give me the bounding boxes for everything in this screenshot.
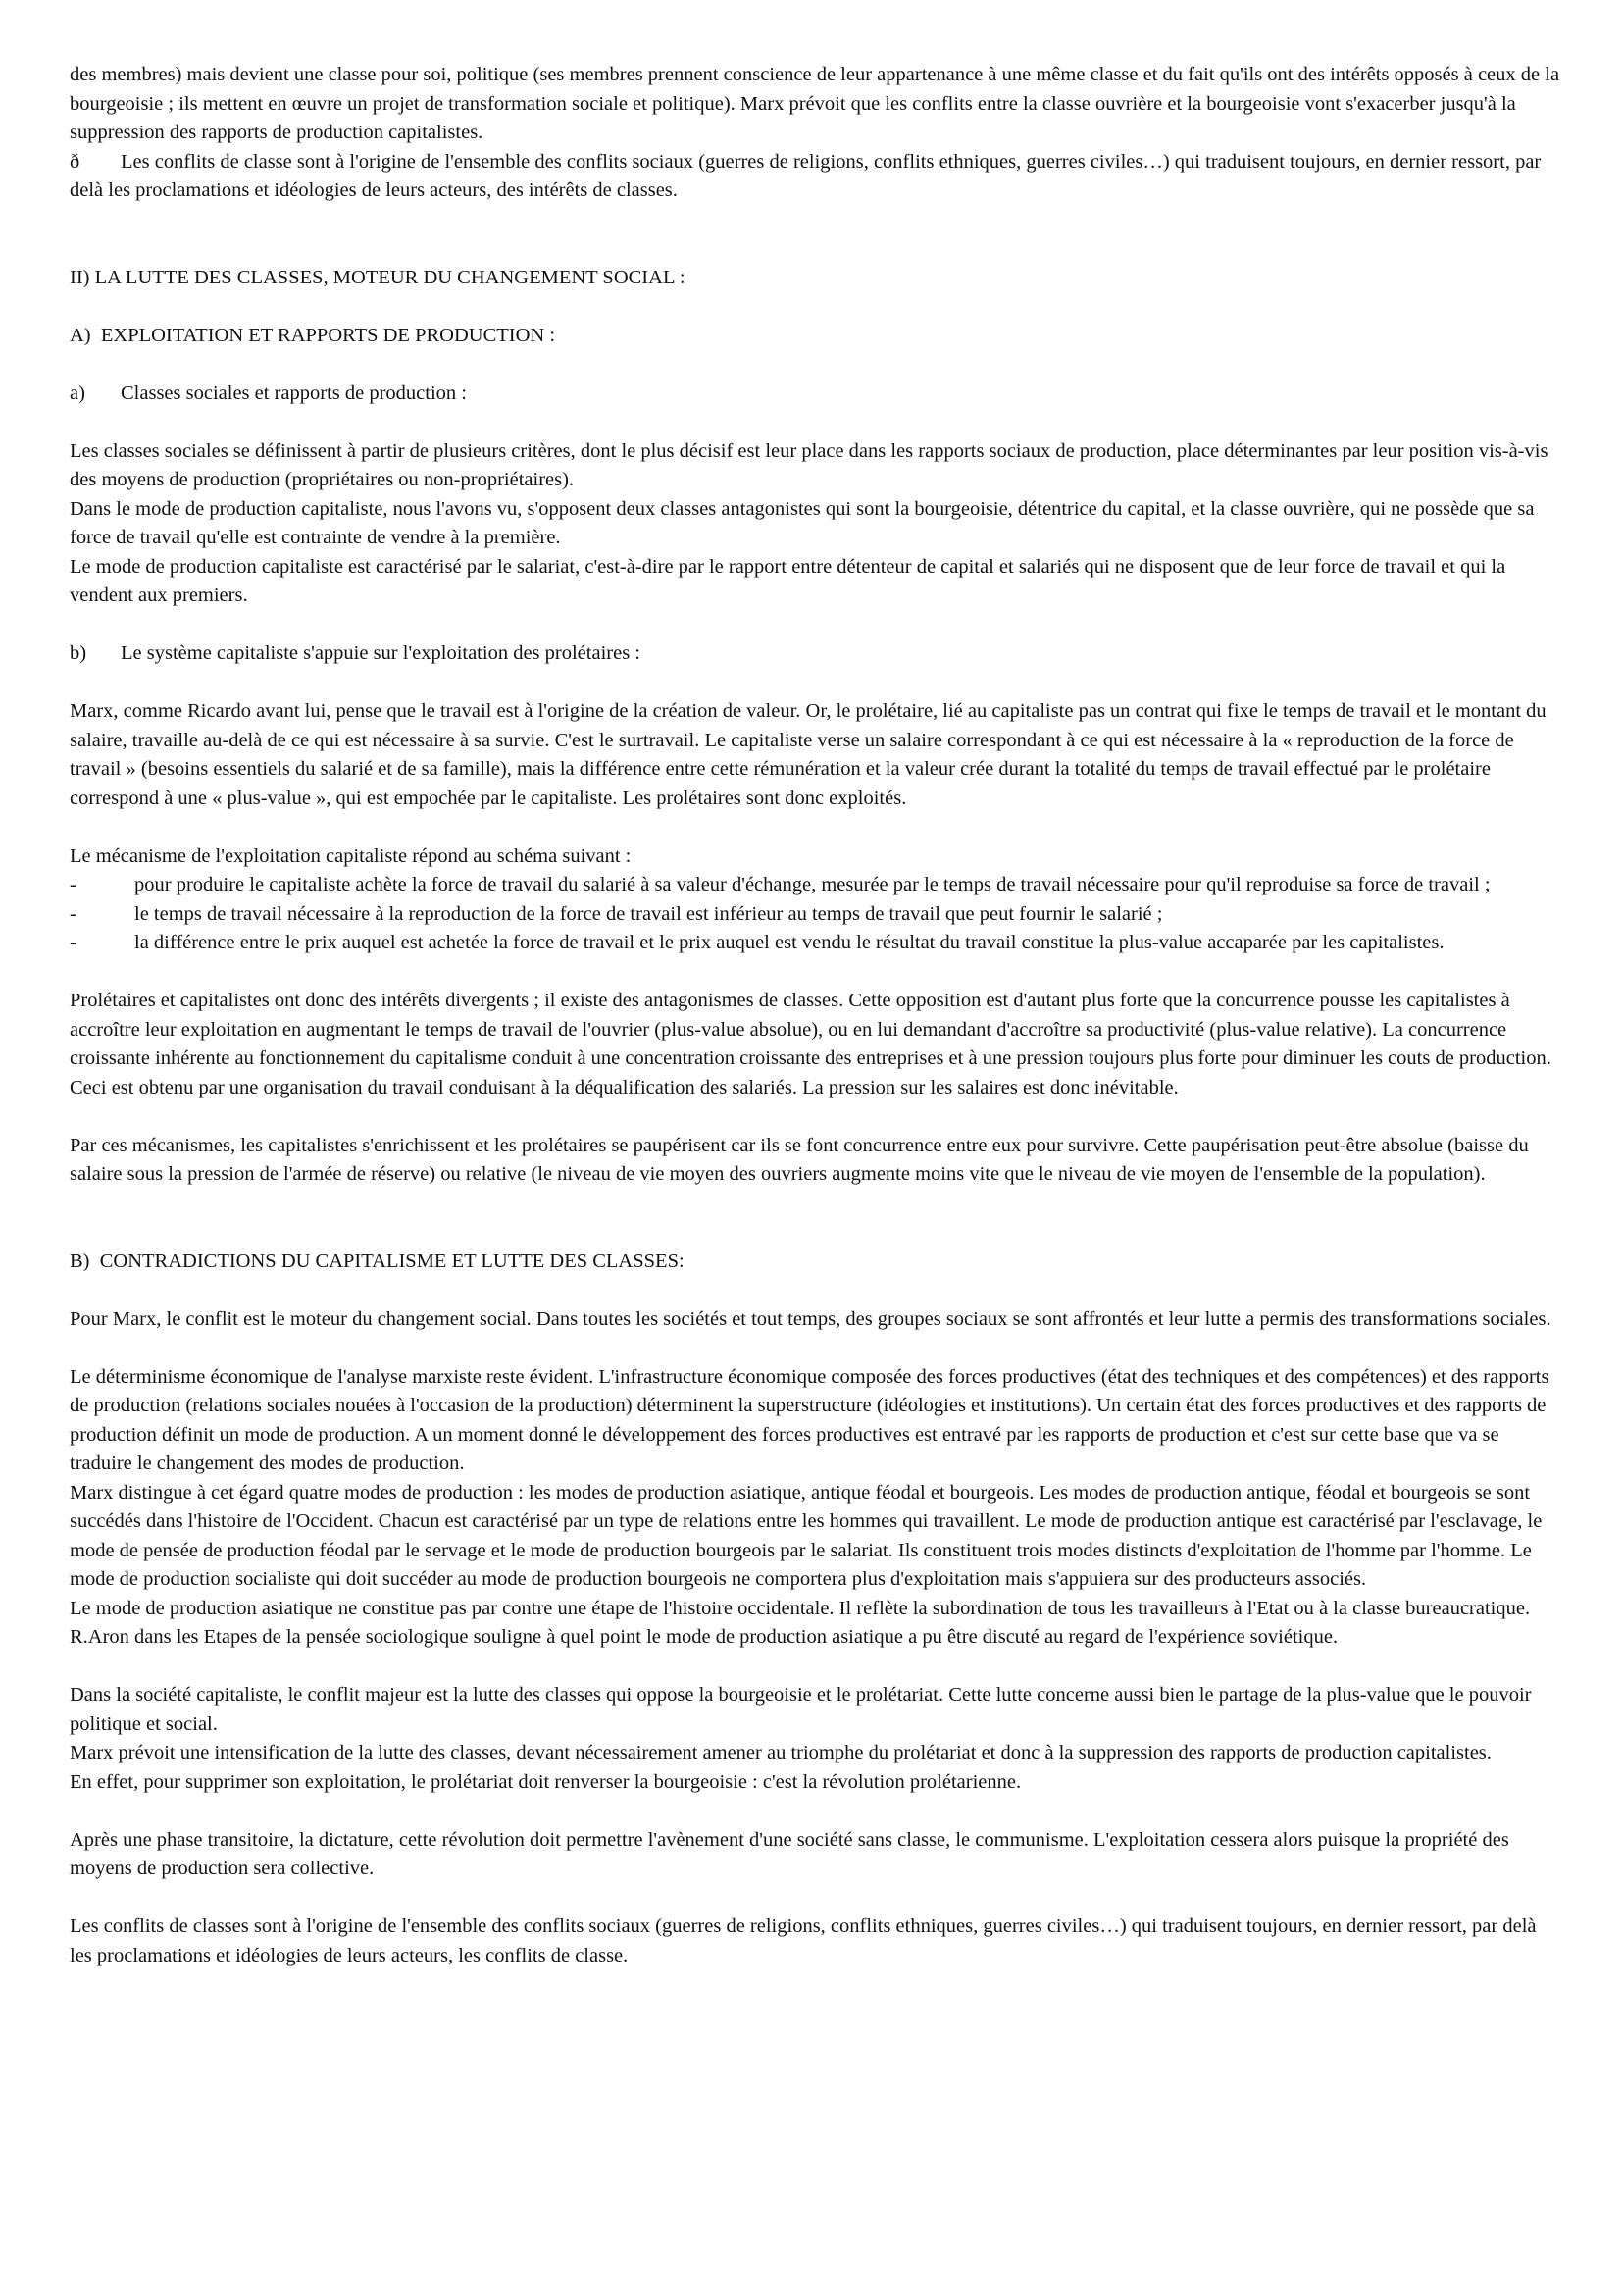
list-item <box>70 871 1560 900</box>
paragraph: Dans le mode de production capitaliste, nous l'avons vu, s'opposent deux classes antagonistes qui sont la bourgeoisie, détentrice du capital, et la classe ouvrière, qui ne possède que sa force de travail qu'elle est contrainte de vendre à la première. <box>70 497 1535 548</box>
paragraph: Marx, comme Ricardo avant lui, pense que le travail est à l'origine de la création de valeur. Or, le prolétaire, lié au capitaliste pas un contrat qui fixe le temps de travail et le montant du salaire, travaille au-delà de ce qui est nécessaire à sa survie. C'est le surtravail. Le capitaliste verse un salaire correspondant à ce qui est nécessaire à la « reproduction de la force de travail » (besoins essentiels du salarié et de sa famille), mais la différence entre cette rémunération et la valeur crée durant la totalité du temps de travail effectué par le prolétaire correspond à une « plus-value », qui est empochée par le capitaliste. Les prolétaires sont donc exploités. <box>70 700 1547 809</box>
dash-bullet: - <box>70 932 76 953</box>
paragraph: Pour Marx, le conflit est le moteur du changement social. Dans toutes les sociétés et tout temps, des groupes sociaux se sont affrontés et leur lutte a permis des transformations sociales. <box>70 1307 1551 1330</box>
paragraph: Dans la société capitaliste, le conflit majeur est la lutte des classes qui oppose la bourgeoisie et le prolétariat. Cette lutte concerne aussi bien le partage de la plus-value que le pouvoir politique et social. <box>70 1684 1532 1735</box>
paragraph: Après une phase transitoire, la dictature, cette révolution doit permettre l'avènement d'une société sans classe, le communisme. L'exploitation cessera alors puisque la propriété des moyens de production sera collective. <box>70 1828 1509 1879</box>
list-item <box>70 900 1560 930</box>
list-item-text: la différence entre le prix auquel est achetée la force de travail et le prix auquel est vendu le résultat du travail constitue la plus-value accaparée par les capitalistes. <box>134 932 1445 953</box>
paragraph: Les classes sociales se définissent à partir de plusieurs critères, dont le plus décisif est leur place dans les rapports sociaux de production, place déterminantes par leur position vis-à-vis des moyens de production (propriétaires ou non-propriétaires). <box>70 439 1548 490</box>
list-item-text: le temps de travail nécessaire à la reproduction de la force de travail est inférieur au temps de travail que peut fournir le salarié ; <box>134 902 1163 925</box>
dash-bullet: - <box>70 902 76 925</box>
paragraph: Par ces mécanismes, les capitalistes s'enrichissent et les prolétaires se paupérisent car ils se font concurrence entre eux pour survivre. Cette paupérisation peut-être absolue (baisse du salaire sous la pression de l'armée de réserve) ou relative (le niveau de vie moyen des ouvriers augmente moins vite que le niveau de vie moyen de l'ensemble de la population). <box>70 1134 1529 1185</box>
paragraph: Marx distingue à cet égard quatre modes de production : les modes de production asiatique, antique féodal et bourgeois. Les modes de production antique, féodal et bourgeois se sont succédés dans l'histoire de l'Occident. Chacun est caractérisé par un type de relations entre les hommes qui travaillent. Le mode de production antique est caractérisé par l'esclavage, le mode de pensée de production féodal par le servage et le mode de production bourgeois par le salariat. Ils constituent trois modes distincts d'exploitation de l'homme par l'homme. Le mode de production socialiste qui doit succéder au mode de production bourgeois ne comportera plus d'exploitation mais s'appuiera sur des producteurs associés. <box>70 1481 1543 1590</box>
intro-paragraph: des membres) mais devient une classe pour soi, politique (ses membres prennent conscience de leur appartenance à une même classe et du fait qu'ils ont des intérêts opposés à ceux de la bourgeoisie ; ils mettent en œuvre un projet de transformation sociale et politique). Marx prévoit que les conflits entre la classe ouvrière et la bourgeoisie vont s'exacerber jusqu'à la suppression des rapports de production capitalistes. <box>70 64 1560 143</box>
paragraph: Les conflits de classes sont à l'origine de l'ensemble des conflits sociaux (guerres de religions, conflits ethniques, guerres civiles…) qui traduisent toujours, en dernier ressort, par delà les proclamations et idéologies de leurs acteurs, les conflits de classe. <box>70 1915 1537 1966</box>
list-item <box>70 929 1560 958</box>
intro-conclusion-text: Les conflits de classe sont à l'origine de l'ensemble des conflits sociaux (guerres de religions, conflits ethniques, guerres civiles…) qui traduisent toujours, en dernier ressort, par delà les proclamations et idéologies de leurs acteurs, des intérêts de classes. <box>70 150 1542 201</box>
paragraph: Le déterminisme économique de l'analyse marxiste reste évident. L'infrastructure économique composée des forces productives (état des techniques et des compétences) et des rapports de production (relations sociales nouées à l'occasion de la production) déterminent la superstructure (idéologies et institutions). Un certain état des forces productives et des rapports de production définit un mode de production. A un moment donné le développement des forces productives est entravé par les rapports de production et c'est sur cette base que va se traduire le changement des modes de production. <box>70 1365 1549 1474</box>
paragraph: Marx prévoit une intensification de la lutte des classes, devant nécessairement amener au triomphe du prolétariat et donc à la suppression des rapports de production capitalistes. <box>70 1742 1492 1763</box>
paragraph: Le mode de production asiatique ne constitue pas par contre une étape de l'histoire occidentale. Il reflète la subordination de tous les travailleurs à l'Etat ou à la classe bureaucratique. R.Aron dans les Etapes de la pensée sociologique souligne à quel point le mode de production asiatique a pu être discuté au regard de l'expérience soviétique. <box>70 1597 1531 1648</box>
paragraph: Le mode de production capitaliste est caractérisé par le salariat, c'est-à-dire par le rapport entre détenteur de capital et salariés qui ne disposent que de leur force de travail et qui la vendent aux premiers. <box>70 555 1506 606</box>
list-item-text: pour produire le capitaliste achète la force de travail du salarié à sa valeur d'échange, mesurée par le temps de travail nécessaire pour qu'il reproduise sa force de travail ; <box>134 874 1491 895</box>
sub-b-letter: b) <box>70 642 87 664</box>
paragraph: Le mécanisme de l'exploitation capitaliste répond au schéma suivant : <box>70 844 632 867</box>
intro-conclusion <box>70 148 1560 206</box>
document-page <box>70 61 1560 1970</box>
section-title: II) LA LUTTE DES CLASSES, MOTEUR DU CHANGEMENT SOCIAL : <box>70 266 685 288</box>
sub-a-title-text: Classes sociales et rapports de production : <box>121 382 467 404</box>
sub-b-title-text: Le système capitaliste s'appuie sur l'exploitation des prolétaires : <box>121 642 640 664</box>
sub-a-title <box>70 380 1560 409</box>
dash-bullet: - <box>70 874 76 895</box>
paragraph: En effet, pour supprimer son exploitation, le prolétariat doit renverser la bourgeoisie : c'est la révolution prolétarienne. <box>70 1770 1022 1793</box>
sub-a-letter: a) <box>70 382 85 404</box>
arrow-symbol: ð <box>70 150 80 173</box>
paragraph: Prolétaires et capitalistes ont donc des intérêts divergents ; il existe des antagonismes de classes. Cette opposition est d'autant plus forte que la concurrence pousse les capitalistes à accroître leur exploitation en augmentant le temps de travail de l'ouvrier (plus-value absolue), ou en lui demandant d'accroître sa productivité (plus-value relative). La concurrence croissante inhérente au fonctionnement du capitalisme conduit à une concentration croissante des entreprises et à une pression toujours plus forte pour diminuer les couts de production. Ceci est obtenu par une organisation du travail conduisant à la déqualification des salariés. La pression sur les salaires est donc inévitable. <box>70 990 1551 1098</box>
part-a-title: A) EXPLOITATION ET RAPPORTS DE PRODUCTION : <box>70 324 556 346</box>
part-b-title: B) CONTRADICTIONS DU CAPITALISME ET LUTTE DES CLASSES: <box>70 1249 685 1272</box>
sub-b-title <box>70 639 1560 669</box>
